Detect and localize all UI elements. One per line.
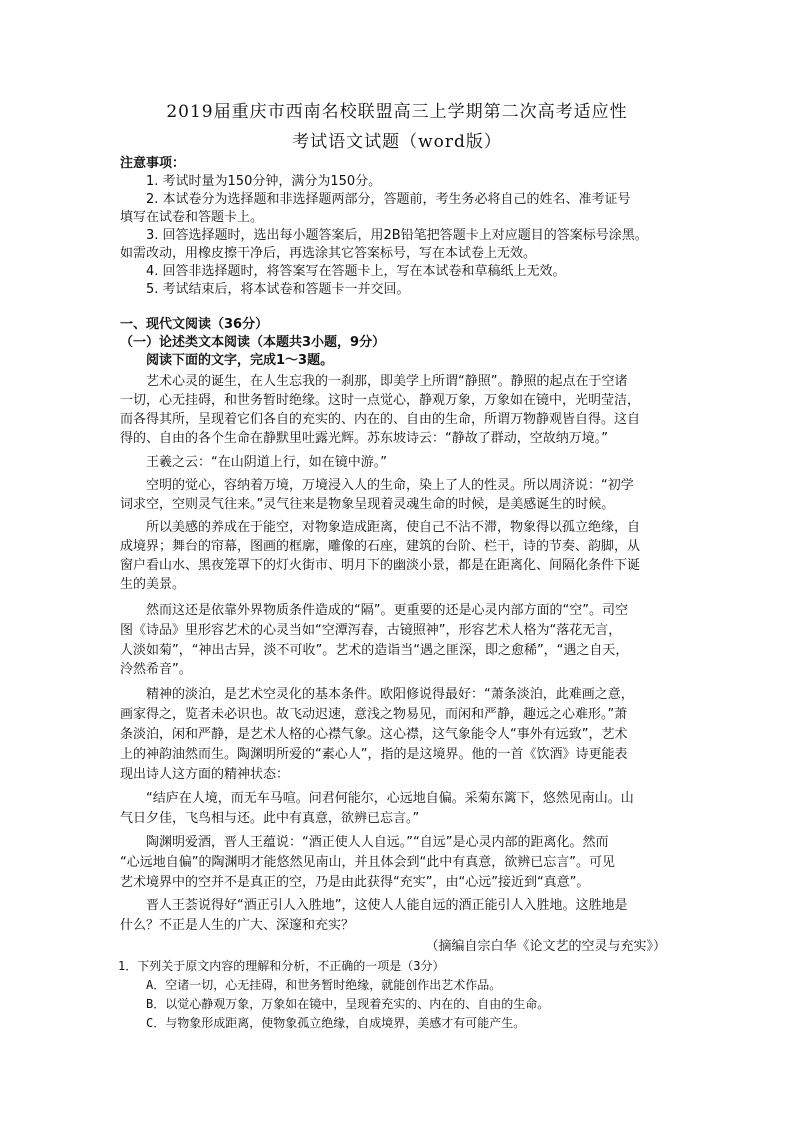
notice-item: 填写在试卷和答题卡上。 <box>120 210 264 225</box>
passage-line: 画家得之，览者未必识也。故飞动迟速，意浅之物易见，而闲和严静，趣远之心难形。”萧 <box>120 707 628 722</box>
document-title-line-1: 2019届重庆市西南名校联盟高三上学期第二次高考适应性 <box>166 102 628 122</box>
passage-line: 上的神韵油然而生。陶渊明所爱的“素心人”，指的是这境界。他的一首《饮酒》诗更能表 <box>120 747 628 762</box>
passage-line: 得的、自由的各个生命在静默里吐露光辉。苏东坡诗云：“静故了群动，空故纳万境。” <box>120 431 608 446</box>
passage-line: 窗户看山水、黑夜笼罩下的灯火街市、明月下的幽淡小景，都是在距离化、间隔化条件下诞 <box>120 558 641 573</box>
document-title-line-2: 考试语文试题（word版） <box>292 132 502 152</box>
passage-line: 什么？不正是人生的广大、深邃和充实？ <box>120 918 355 933</box>
passage-line: 艺术心灵的诞生，在人生忘我的一刹那，即美学上所谓“静照”。静照的起点在于空诸 <box>146 374 628 389</box>
passage-line: 精神的淡泊，是艺术空灵化的基本条件。欧阳修说得最好：“萧条淡泊，此难画之意， <box>146 687 634 702</box>
notice-item: 2. 本试卷分为选择题和非选择题两部分，答题前，考生务必将自己的姓名、准考证号 <box>146 192 631 207</box>
passage-line: 人淡如菊”，“神出古异，淡不可收”。艺术的造诣当“遇之匪深，即之愈稀”，“遇之自天， <box>120 643 629 658</box>
passage-line: 陶渊明爱酒，晋人王蕴说：“酒正使人人自远。”“自远”是心灵内部的距离化。然而 <box>146 835 609 850</box>
passage-line: 王羲之云：“在山阴道上行，如在镜中游。” <box>146 455 387 470</box>
question-stem: 1．下列关于原文内容的理解和分析，不正确的一项是（3分） <box>118 959 445 973</box>
passage-line: “心远地自偏”的陶渊明才能悠然见南山，并且体会到“此中有真意，欲辨已忘言”。可见 <box>120 855 615 870</box>
passage-line: 泠然希音”。 <box>120 662 192 677</box>
section-subheading: （一）论述类文本阅读（本题共3小题，9分） <box>120 335 386 350</box>
passage-line: 艺术境界中的空并不是真正的空，乃是由此获得“充实”，由“心远”接近到“真意”。 <box>120 875 590 890</box>
passage-line: 空明的觉心，容纳着万境，万境浸入人的生命，染上了人的性灵。所以周济说：“初学 <box>146 478 634 493</box>
reading-instruction: 阅读下面的文字，完成1～3题。 <box>146 353 334 368</box>
passage-line: 一切，心无挂碍，和世务暂时绝缘。这时一点觉心，静观万象，万象如在镜中，光明莹洁， <box>120 393 641 408</box>
notice-item: 如需改动，用橡皮擦干净后，再选涂其它答案标号，写在本试卷上无效。 <box>120 246 537 261</box>
notice-heading: 注意事项： <box>120 156 186 171</box>
passage-line: 气日夕佳，飞鸟相与还。此中有真意，欲辨已忘言。” <box>120 811 420 826</box>
notice-item: 1. 考试时量为150分钟，满分为150分。 <box>146 174 382 189</box>
passage-line: 现出诗人这方面的精神状态： <box>120 767 290 782</box>
notice-item: 5. 考试结束后，将本试卷和答题卡一并交回。 <box>146 282 410 297</box>
question-option-b: B．以觉心静观万象，万象如在镜中，呈现着充实的、内在的、自由的生命。 <box>146 997 550 1011</box>
passage-line: 晋人王荟说得好“酒正引人入胜地”，这使人人能自远的酒正能引人入胜地。这胜地是 <box>146 898 628 913</box>
question-option-c: C．与物象形成距离，使物象孤立绝缘，自成境界，美感才有可能产生。 <box>146 1016 526 1030</box>
passage-line: 词求空，空则灵气往来。”灵气往来是物象呈现着灵魂生命的时候，是美感诞生的时候。 <box>120 497 615 512</box>
notice-item: 4. 回答非选择题时，将答案写在答题卡上，写在本试卷和草稿纸上无效。 <box>146 264 566 279</box>
section-heading: 一、现代文阅读（36分） <box>120 317 269 332</box>
passage-line: 成境界；舞台的帘幕，图画的框廓，雕像的石座，建筑的台阶、栏干，诗的节奏、韵脚，从 <box>120 539 641 554</box>
passage-line: 所以美感的养成在于能空，对物象造成距离，使自己不沾不滞，物象得以孤立绝缘，自 <box>146 520 641 535</box>
passage-line: 生的美景。 <box>120 577 186 592</box>
question-option-a: A．空诸一切，心无挂碍，和世务暂时绝缘，就能创作出艺术作品。 <box>146 978 502 992</box>
notice-item: 3. 回答选择题时，选出每小题答案后，用2B铅笔把答题卡上对应题目的答案标号涂黑。 <box>146 228 648 243</box>
passage-line: 而各得其所，呈现着它们各自的充实的、内在的、自由的生命，所谓万物静观皆自得。这自 <box>120 412 641 427</box>
passage-line: 条淡泊，闲和严静，是艺术人格的心襟气象。这心襟，这气象能令人“事外有远致”，艺术 <box>120 727 628 742</box>
passage-line: 图《诗品》里形容艺术的心灵当如“空潭泻春，古镜照神”，形容艺术人格为“落花无言， <box>120 623 622 638</box>
passage-line: 然而这还是依靠外界物质条件造成的“隔”。更重要的还是心灵内部方面的“空”。司空 <box>146 603 628 618</box>
passage-line: “结庐在人境，而无车马喧。问君何能尔，心远地自偏。采菊东篱下，悠然见南山。山 <box>146 791 634 806</box>
source-citation: （摘编自宗白华《论文艺的空灵与充实》） <box>425 939 666 954</box>
